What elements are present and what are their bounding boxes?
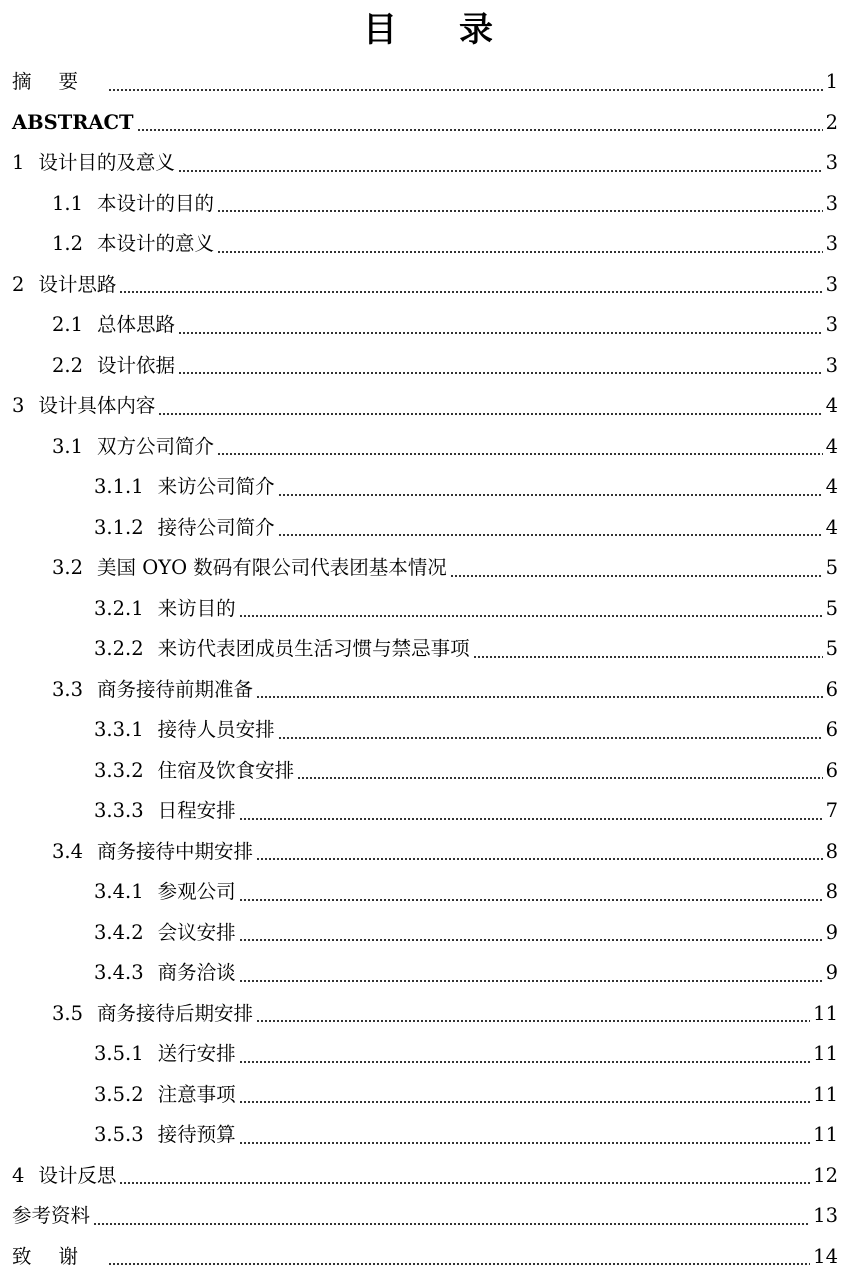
dot-leader: [217, 453, 823, 455]
dot-leader: [239, 980, 823, 982]
toc-entry-page-number: 4: [825, 394, 838, 418]
dot-leader: [239, 615, 823, 617]
toc-entry-page-number: 7: [825, 799, 838, 823]
toc-entry-number: 1.2: [52, 232, 84, 256]
toc-entry-number: 3.5: [52, 1001, 84, 1025]
toc-entry-page-number: 5: [825, 556, 838, 580]
dot-leader: [178, 332, 823, 334]
toc-entry-label: 设计思路: [38, 272, 117, 296]
toc-entry[interactable]: [0, 994, 856, 1035]
toc-entry[interactable]: [0, 629, 856, 670]
toc-entry-number: 1.1: [52, 191, 84, 215]
dot-leader: [108, 89, 823, 91]
toc-entry-label: 美国 OYO 数码有限公司代表团基本情况: [97, 556, 447, 580]
dot-leader: [239, 1061, 811, 1063]
toc-entry-number: 3.2.1: [94, 596, 144, 620]
toc-entry-label: 双方公司简介: [97, 434, 215, 458]
toc-entry[interactable]: [0, 1034, 856, 1075]
toc-entry[interactable]: [0, 386, 856, 427]
toc-entry-label: 来访目的: [157, 596, 236, 620]
toc-entry-page-number: 9: [825, 920, 838, 944]
toc-entry-page-number: 8: [825, 880, 838, 904]
toc-entry-number: 2.2: [52, 353, 84, 377]
toc-entry-page-number: 3: [825, 313, 838, 337]
toc-entry-page-number: 3: [825, 191, 838, 215]
toc-entry-page-number: 14: [813, 1244, 838, 1268]
toc-entry-number: 3.5.2: [94, 1082, 144, 1106]
toc-entry[interactable]: [0, 872, 856, 913]
toc-entry-page-number: 2: [825, 110, 838, 134]
toc-entry-label: 商务接待前期准备: [97, 677, 254, 701]
toc-entry-label: 日程安排: [157, 799, 236, 823]
toc-entry-label: 来访代表团成员生活习惯与禁忌事项: [157, 637, 470, 661]
dot-leader: [178, 170, 823, 172]
toc-entry-label: 本设计的意义: [97, 232, 215, 256]
dot-leader: [217, 251, 823, 253]
toc-entry-label: 商务洽谈: [157, 961, 236, 985]
toc-entry-number: 3.3.2: [94, 758, 144, 782]
toc-entry-number: 3.2: [52, 556, 84, 580]
toc-entry[interactable]: [0, 670, 856, 711]
title-char-2: 录: [459, 10, 493, 50]
toc-entry-label: 接待预算: [157, 1123, 236, 1147]
toc-entry-page-number: 3: [825, 232, 838, 256]
dot-leader: [239, 939, 823, 941]
dot-leader: [93, 1223, 810, 1225]
toc-entry-label: 商务接待中期安排: [97, 839, 254, 863]
toc-entry[interactable]: [0, 184, 856, 225]
toc-entry-label: 来访公司简介: [157, 475, 275, 499]
toc-entry[interactable]: [0, 1115, 856, 1156]
toc-entry-number: 3.1.2: [94, 515, 144, 539]
toc-entry-page-number: 6: [825, 677, 838, 701]
toc-entry-page-number: 12: [813, 1163, 838, 1187]
toc-entry[interactable]: [0, 305, 856, 346]
toc-entry-label: 接待公司简介: [157, 515, 275, 539]
toc-entry[interactable]: [0, 710, 856, 751]
toc-entry-page-number: 4: [825, 475, 838, 499]
dot-leader: [108, 1263, 810, 1265]
toc-entry[interactable]: [0, 953, 856, 994]
toc-entry-page-number: 9: [825, 961, 838, 985]
toc-entry-page-number: 3: [825, 151, 838, 175]
dot-leader: [278, 737, 823, 739]
toc-entry-page-number: 5: [825, 596, 838, 620]
toc-entry-page-number: 5: [825, 637, 838, 661]
dot-leader: [217, 210, 823, 212]
toc-entry-page-number: 4: [825, 515, 838, 539]
dot-leader: [239, 899, 823, 901]
toc-entry-number: 3.4: [52, 839, 84, 863]
toc-entry-page-number: 11: [813, 1082, 838, 1106]
toc-entry[interactable]: [0, 103, 856, 144]
dot-leader: [178, 372, 823, 374]
toc-entry-label: 摘要: [12, 70, 106, 94]
toc-entry-label: 商务接待后期安排: [97, 1001, 254, 1025]
toc-entry-page-number: 13: [813, 1204, 838, 1228]
toc-entry-label: 住宿及饮食安排: [157, 758, 295, 782]
toc-entry-label: 注意事项: [157, 1082, 236, 1106]
toc-entry-label: 本设计的目的: [97, 191, 215, 215]
dot-leader: [239, 818, 823, 820]
table-of-contents: [0, 62, 856, 1277]
toc-entry-label: 设计具体内容: [38, 394, 156, 418]
toc-entry-label: ABSTRACT: [12, 110, 134, 134]
toc-entry-number: 3.3.3: [94, 799, 144, 823]
toc-entry[interactable]: [0, 467, 856, 508]
toc-entry[interactable]: [0, 1196, 856, 1237]
toc-entry[interactable]: [0, 1156, 856, 1197]
toc-entry-page-number: 1: [825, 70, 838, 94]
toc-entry-page-number: 4: [825, 434, 838, 458]
toc-entry[interactable]: [0, 832, 856, 873]
toc-entry-number: 2: [12, 272, 25, 296]
toc-entry-number: 3.1.1: [94, 475, 144, 499]
toc-entry[interactable]: [0, 265, 856, 306]
toc-entry-number: 3.4.1: [94, 880, 144, 904]
toc-entry-label: 设计目的及意义: [38, 151, 175, 175]
toc-entry[interactable]: [0, 1237, 856, 1278]
toc-entry[interactable]: [0, 1075, 856, 1116]
dot-leader: [239, 1142, 811, 1144]
toc-entry-number: 2.1: [52, 313, 84, 337]
toc-entry-number: 3.3.1: [94, 718, 144, 742]
toc-entry[interactable]: [0, 508, 856, 549]
title-char-1: 目: [363, 10, 397, 50]
toc-entry-number: 1: [12, 151, 25, 175]
toc-entry-label: 设计反思: [38, 1163, 117, 1187]
toc-entry[interactable]: [0, 346, 856, 387]
toc-entry-page-number: 6: [825, 718, 838, 742]
toc-entry-label: 参考资料: [12, 1204, 91, 1228]
toc-entry[interactable]: [0, 548, 856, 589]
dot-leader: [158, 413, 822, 415]
toc-entry[interactable]: [0, 589, 856, 630]
dot-leader: [450, 575, 823, 577]
dot-leader: [119, 1182, 810, 1184]
toc-entry-number: 3.4.3: [94, 961, 144, 985]
dot-leader: [278, 534, 823, 536]
dot-leader: [137, 129, 823, 131]
toc-entry[interactable]: [0, 427, 856, 468]
dot-leader: [473, 656, 823, 658]
dot-leader: [256, 1020, 810, 1022]
dot-leader: [119, 291, 822, 293]
toc-entry-label: 参观公司: [157, 880, 236, 904]
toc-entry-page-number: 11: [813, 1123, 838, 1147]
toc-entry-page-number: 11: [813, 1042, 838, 1066]
toc-entry-label: 致谢: [12, 1244, 106, 1268]
toc-entry-number: 3.5.1: [94, 1042, 144, 1066]
dot-leader: [239, 1101, 811, 1103]
toc-entry[interactable]: [0, 791, 856, 832]
toc-entry-number: 4: [12, 1163, 25, 1187]
dot-leader: [278, 494, 823, 496]
page-title: [0, 6, 856, 54]
toc-entry-number: 3: [12, 394, 25, 418]
toc-entry[interactable]: [0, 143, 856, 184]
toc-entry[interactable]: [0, 913, 856, 954]
toc-entry-number: 3.3: [52, 677, 84, 701]
toc-entry-number: 3.1: [52, 434, 84, 458]
dot-leader: [256, 696, 823, 698]
toc-entry[interactable]: [0, 751, 856, 792]
toc-entry-label: 总体思路: [97, 313, 176, 337]
toc-entry[interactable]: [0, 62, 856, 103]
toc-entry-page-number: 11: [813, 1001, 838, 1025]
dot-leader: [256, 858, 823, 860]
toc-entry-label: 接待人员安排: [157, 718, 275, 742]
toc-entry-number: 3.4.2: [94, 920, 144, 944]
toc-entry-label: 设计依据: [97, 353, 176, 377]
toc-entry-label: 会议安排: [157, 920, 236, 944]
toc-entry[interactable]: [0, 224, 856, 265]
toc-entry-label: 送行安排: [157, 1042, 236, 1066]
toc-entry-number: 3.5.3: [94, 1123, 144, 1147]
toc-entry-page-number: 3: [825, 272, 838, 296]
toc-entry-page-number: 3: [825, 353, 838, 377]
toc-entry-number: 3.2.2: [94, 637, 144, 661]
dot-leader: [297, 777, 822, 779]
toc-entry-page-number: 6: [825, 758, 838, 782]
toc-entry-page-number: 8: [825, 839, 838, 863]
